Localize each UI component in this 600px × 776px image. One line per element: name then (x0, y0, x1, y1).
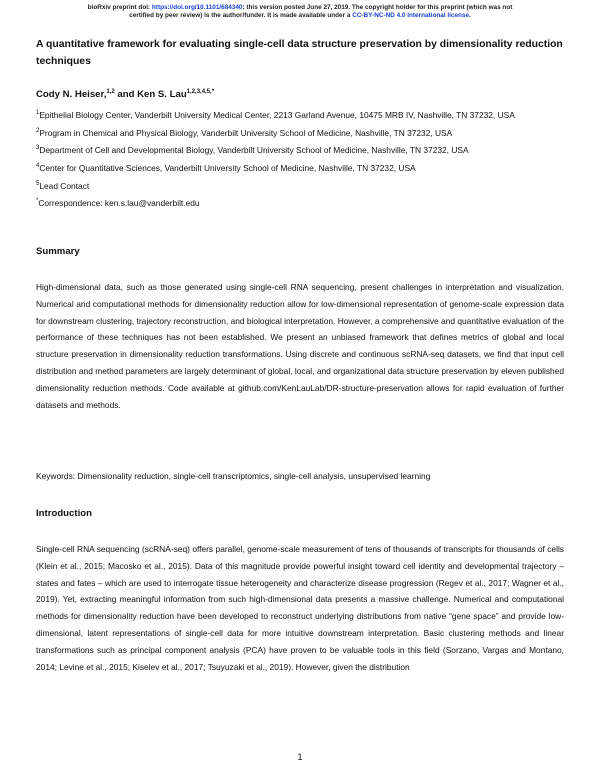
preprint-notice (40, 4, 560, 20)
author-list (36, 89, 214, 100)
page-number: 1 (297, 752, 303, 762)
author-1-affiliation: 1,2 (106, 88, 115, 95)
keywords-line (36, 471, 564, 481)
license-prefix: certified by peer review) is the author/funder. It is made available under a (129, 12, 353, 19)
affiliation-item (36, 108, 564, 123)
keywords-text: Dimensionality reduction, single-cell transcriptomics, single-cell analysis, unsupervised learning (75, 471, 431, 481)
affiliation-text: Lead Contact (39, 180, 90, 191)
preprint-suffix: ; this version posted June 27, 2019. The copyright holder for this preprint (which was not (242, 4, 513, 11)
preprint-line-2 (40, 12, 560, 20)
affiliation-item (36, 126, 564, 141)
introduction-paragraph: Single-cell RNA sequencing (scRNA-seq) offers parallel, genome-scale measurement of tens of thousands of transcripts for thousands of cells (Klein et al., 2015; Macosko et al., 2015). Data of this magnitude provide powerful insight toward cell identity and developmental trajectory – states and fates – which are used to interrogate tissue heterogeneity and characterize disease progression (Regev et al., 2017; Wagner et al., 2019). Yet, extracting meaningful information from such high-dimensional data presents a massive challenge. Numerical and computational methods for dimensionality reduction have been developed to reconstruct underlying distributions from native “gene space” and provide low-dimensional, latent representations of single-cell data for more intuitive downstream interpretation. Basic clustering methods and linear transformations such as principal component analysis (PCA) have proven to be valuable tools in this field (Sorzano, Vargas and Montano, 2014; Levine et al., 2015; Kiselev et al., 2017; Tsuyuzaki et al., 2019). However, given the distribution (36, 544, 564, 672)
affiliation-text: Epithelial Biology Center, Vanderbilt University Medical Center, 2213 Garland Avenue, 10475 MRB IV, Nashville, TN 37232, USA (39, 110, 515, 120)
affiliation-mark: 2 (36, 127, 40, 134)
author-2: and Ken S. Lau (114, 89, 187, 100)
author-1: Cody N. Heiser, (36, 89, 107, 100)
doi-link[interactable]: https://doi.org/10.1101/684340 (151, 4, 243, 11)
affiliation-mark: * (36, 198, 39, 205)
summary-paragraph: High-dimensional data, such as those generated using single-cell RNA sequencing, present challenges in interpretation and visualization. Numerical and computational methods for dimensionality reduction allow for low-dimensional representation of genome-scale expression data for downstream clustering, trajectory reconstruction, and biological interpretation. However, a comprehensive and quantitative evaluation of the performance of these techniques has not been established. We present an unbiased framework that defines metrics of global and local structure preservation in dimensionality reduction transformations. Using discrete and continuous scRNA-seq datasets, we find that input cell distribution and method parameters are largely determinant of global, local, and organizational data structure preservation by eleven published dimensionality reduction methods. Code available at github.com/KenLauLab/DR-structure-preservation allows for rapid evaluation of further datasets and methods. (36, 282, 564, 410)
affiliation-list (36, 108, 564, 214)
affiliation-mark: 5 (36, 180, 40, 187)
affiliation-mark: 1 (36, 110, 40, 117)
license-suffix: . (469, 12, 471, 19)
paper-title: A quantitative framework for evaluating single-cell data structure preservation by dimensionality reduction techniques (36, 39, 563, 67)
affiliation-item (36, 143, 564, 158)
affiliation-item (36, 179, 564, 194)
affiliation-item (36, 196, 564, 211)
affiliation-mark: 3 (36, 145, 40, 152)
affiliation-text: Correspondence: ken.s.lau@vanderbilt.edu (38, 198, 200, 209)
preprint-prefix: bioRxiv preprint doi: (87, 4, 152, 11)
preprint-line-1 (40, 4, 560, 12)
affiliation-text: Department of Cell and Developmental Biology, Vanderbilt University School of Medicine, Nashville, TN 37232, USA (39, 145, 469, 156)
affiliation-text: Center for Quantitative Sciences, Vanderbilt University School of Medicine, Nashville, TN 37232, USA (39, 163, 416, 174)
summary-heading: Summary (36, 246, 80, 257)
affiliation-text: Program in Chemical and Physical Biology, Vanderbilt University School of Medicine, Nashville, TN 37232, USA (39, 127, 453, 138)
author-2-affiliation: 1,2,3,4,5,* (186, 88, 215, 95)
license-link[interactable]: CC-BY-NC-ND 4.0 International license (352, 12, 470, 19)
affiliation-item (36, 161, 564, 176)
introduction-heading: Introduction (36, 508, 92, 519)
keywords-label: Keywords: (36, 471, 76, 481)
affiliation-mark: 4 (36, 163, 40, 170)
